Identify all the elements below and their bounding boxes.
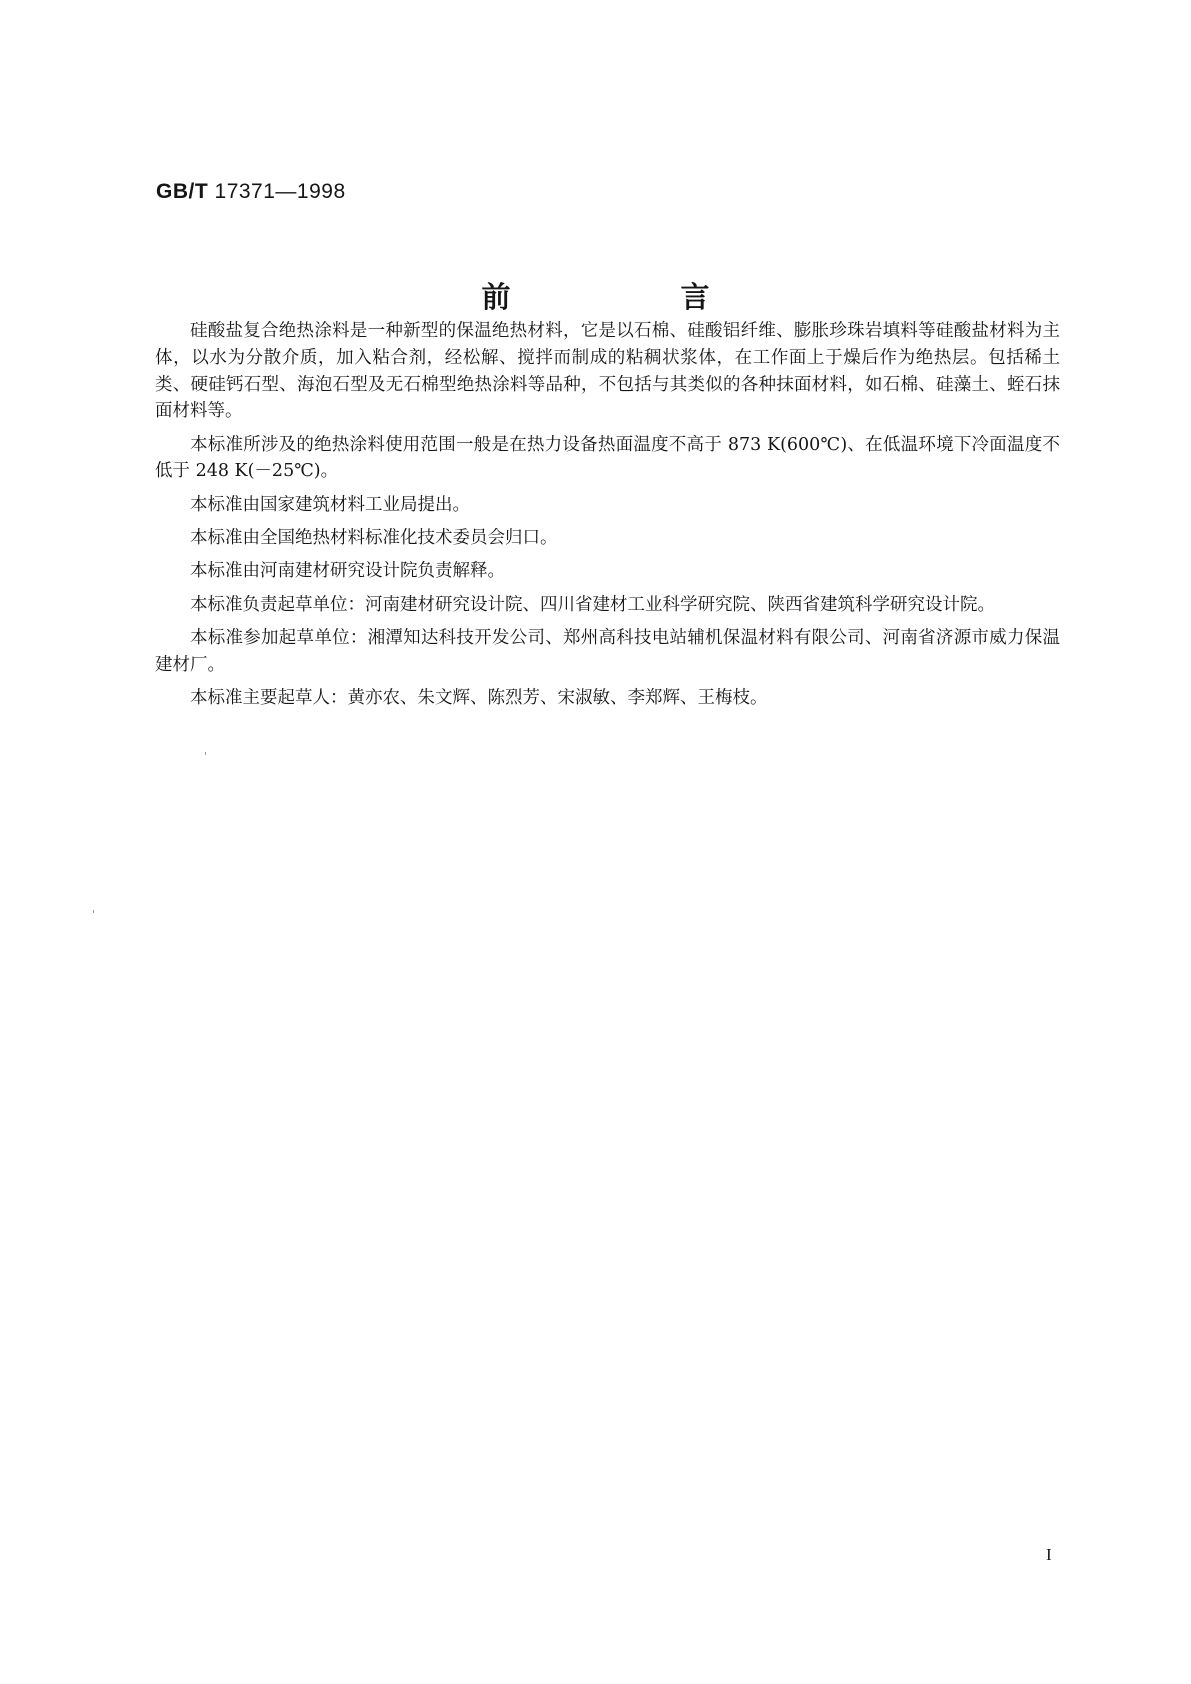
paragraph-proposer: 本标准由国家建筑材料工业局提出。 bbox=[190, 494, 470, 515]
preface-body bbox=[155, 318, 1060, 718]
standard-code bbox=[156, 180, 346, 204]
paragraph-drafting-units: 本标准负责起草单位：河南建材研究设计院、四川省建材工业科学研究院、陕西省建筑科学研究设计院。 bbox=[190, 594, 995, 615]
paragraph-interpretation: 本标准由河南建材研究设计院负责解释。 bbox=[190, 561, 505, 582]
paragraph-intro: 硅酸盐复合绝热涂料是一种新型的保温绝热材料，它是以石棉、硅酸铝纤维、膨胀珍珠岩填料等硅酸盐材料为主体，以水为分散介质，加入粘合剂，经松解、搅拌而制成的粘稠状浆体，在工作面上于燥后作为绝热层。包括稀土类、硬硅钙石型、海泡石型及无石棉型绝热涂料等品种，不包括与其类似的各种抹面材料，如石棉、硅藻土、蛭石抹面材料等。 bbox=[155, 321, 1060, 422]
page-number: I bbox=[1046, 1545, 1052, 1564]
standard-number: 17371—1998 bbox=[214, 180, 346, 203]
paragraph-scope: 本标准所涉及的绝热涂料使用范围一般是在热力设备热面温度不高于 873 K(600℃)、在低温环境下冷面温度不低于 248 K(－25℃)。 bbox=[155, 434, 1060, 482]
paragraph-drafters: 本标准主要起草人：黄亦农、朱文辉、陈烈芳、宋淑敏、李郑辉、王梅枝。 bbox=[190, 688, 768, 709]
paragraph-committee: 本标准由全国绝热材料标准化技术委员会归口。 bbox=[190, 528, 558, 549]
page-title: 前 言 bbox=[481, 280, 790, 314]
paragraph-participating-units: 本标准参加起草单位：湘潭知达科技开发公司、郑州高科技电站辅机保温材料有限公司、河南省济源市威力保温建材厂。 bbox=[155, 627, 1060, 675]
scan-speck bbox=[205, 752, 206, 755]
scan-speck bbox=[93, 910, 94, 913]
standard-prefix: GB/T bbox=[156, 180, 209, 203]
